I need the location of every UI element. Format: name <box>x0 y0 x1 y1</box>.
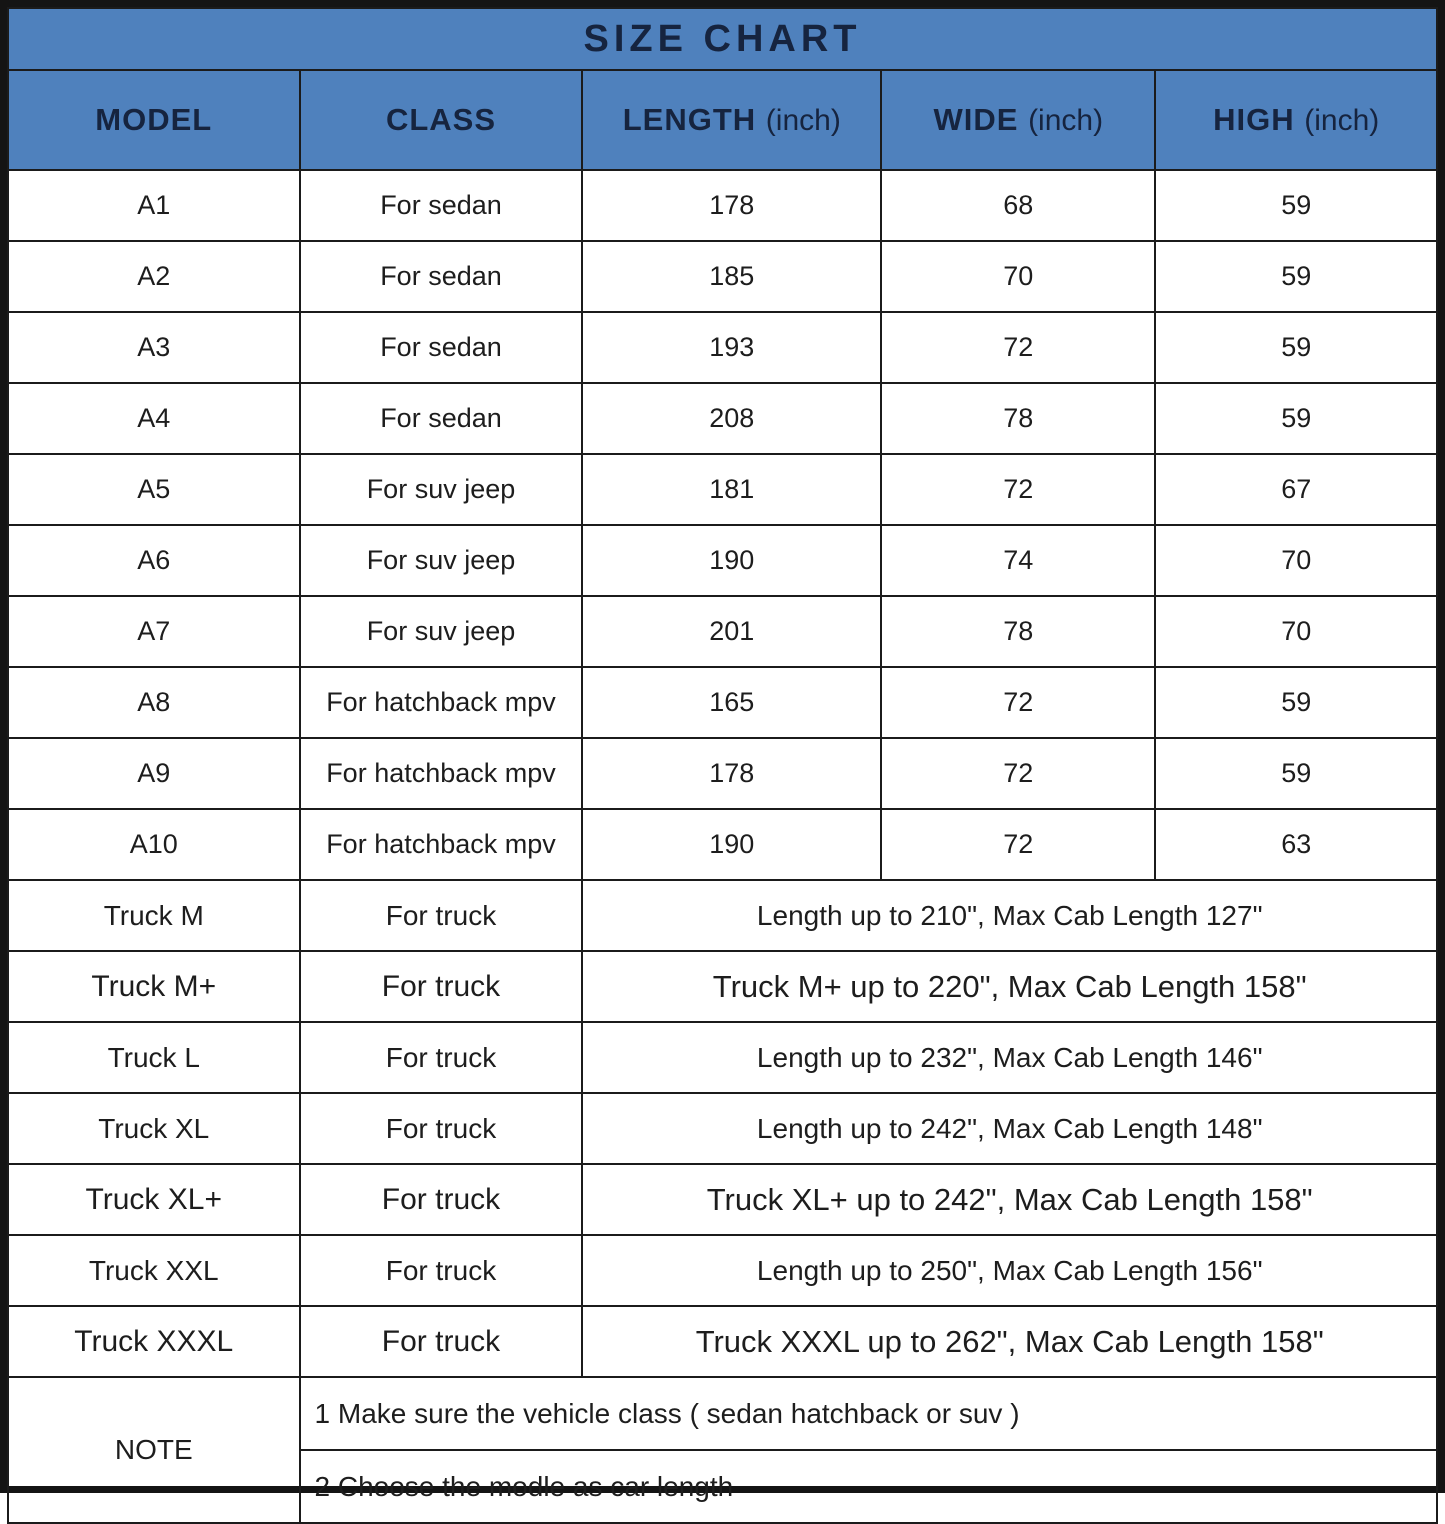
table-row <box>8 738 1437 809</box>
cell-model: Truck XXL <box>8 1235 300 1306</box>
table-row <box>8 170 1437 241</box>
column-header-label: MODEL <box>95 102 213 137</box>
column-header-unit: (inch) <box>1028 104 1104 137</box>
column-header-label: WIDE <box>933 102 1019 137</box>
cell-truck-description: Truck XXXL up to 262", Max Cab Length 158" <box>582 1306 1437 1377</box>
cell-class: For truck <box>300 880 583 951</box>
cell-model: A3 <box>8 312 300 383</box>
cell-wide: 74 <box>881 525 1155 596</box>
title-row <box>8 8 1437 70</box>
column-header-label: LENGTH <box>622 102 757 137</box>
cell-high: 59 <box>1155 738 1437 809</box>
column-header-length <box>582 70 881 170</box>
cell-truck-description: Length up to 242", Max Cab Length 148" <box>582 1093 1437 1164</box>
cell-high: 59 <box>1155 170 1437 241</box>
cell-length: 190 <box>582 809 881 880</box>
cell-length: 185 <box>582 241 881 312</box>
cell-class: For hatchback mpv <box>300 738 583 809</box>
table-row <box>8 241 1437 312</box>
column-header-class <box>300 70 583 170</box>
cell-truck-description: Length up to 210", Max Cab Length 127" <box>582 880 1437 951</box>
cell-class: For truck <box>300 951 583 1022</box>
cell-length: 190 <box>582 525 881 596</box>
cell-model: Truck M+ <box>8 951 300 1022</box>
cell-wide: 72 <box>881 454 1155 525</box>
table-row <box>8 667 1437 738</box>
column-header-wide <box>881 70 1155 170</box>
cell-model: A1 <box>8 170 300 241</box>
cell-high: 70 <box>1155 525 1437 596</box>
cell-wide: 78 <box>881 596 1155 667</box>
size-chart-table <box>7 7 1438 1524</box>
table-row <box>8 312 1437 383</box>
cell-model: A9 <box>8 738 300 809</box>
column-header-row <box>8 70 1437 170</box>
cell-class: For sedan <box>300 170 583 241</box>
cell-length: 181 <box>582 454 881 525</box>
note-line-2: 2 Choose the modle as car length <box>300 1450 1437 1523</box>
table-row <box>8 596 1437 667</box>
table-row <box>8 809 1437 880</box>
cell-high: 59 <box>1155 312 1437 383</box>
cell-high: 70 <box>1155 596 1437 667</box>
cell-high: 59 <box>1155 667 1437 738</box>
cell-high: 59 <box>1155 383 1437 454</box>
cell-model: A10 <box>8 809 300 880</box>
cell-class: For sedan <box>300 383 583 454</box>
cell-wide: 70 <box>881 241 1155 312</box>
cell-length: 208 <box>582 383 881 454</box>
cell-model: Truck L <box>8 1022 300 1093</box>
cell-length: 201 <box>582 596 881 667</box>
cell-model: Truck XL+ <box>8 1164 300 1235</box>
table-row <box>8 1235 1437 1306</box>
cell-class: For truck <box>300 1093 583 1164</box>
cell-model: A7 <box>8 596 300 667</box>
cell-class: For truck <box>300 1022 583 1093</box>
cell-model: A5 <box>8 454 300 525</box>
table-row <box>8 1306 1437 1377</box>
cell-class: For suv jeep <box>300 525 583 596</box>
note-line-1: 1 Make sure the vehicle class ( sedan hatchback or suv ) <box>300 1377 1437 1450</box>
cell-class: For truck <box>300 1164 583 1235</box>
cell-wide: 72 <box>881 738 1155 809</box>
table-row <box>8 1093 1437 1164</box>
cell-wide: 68 <box>881 170 1155 241</box>
cell-class: For sedan <box>300 312 583 383</box>
table-row <box>8 951 1437 1022</box>
cell-wide: 72 <box>881 667 1155 738</box>
cell-model: A2 <box>8 241 300 312</box>
table-row <box>8 454 1437 525</box>
cell-truck-description: Length up to 232", Max Cab Length 146" <box>582 1022 1437 1093</box>
table-row <box>8 383 1437 454</box>
cell-model: A8 <box>8 667 300 738</box>
column-header-unit: (inch) <box>1304 104 1380 137</box>
cell-wide: 72 <box>881 809 1155 880</box>
cell-truck-description: Truck XL+ up to 242", Max Cab Length 158" <box>582 1164 1437 1235</box>
cell-class: For hatchback mpv <box>300 667 583 738</box>
cell-model: A6 <box>8 525 300 596</box>
column-header-label: HIGH <box>1213 102 1295 137</box>
cell-wide: 72 <box>881 312 1155 383</box>
cell-class: For hatchback mpv <box>300 809 583 880</box>
table-row <box>8 880 1437 951</box>
cell-class: For suv jeep <box>300 596 583 667</box>
column-header-label: CLASS <box>385 102 497 137</box>
cell-class: For truck <box>300 1306 583 1377</box>
cell-model: Truck XXXL <box>8 1306 300 1377</box>
cell-truck-description: Truck M+ up to 220", Max Cab Length 158" <box>582 951 1437 1022</box>
cell-high: 63 <box>1155 809 1437 880</box>
cell-length: 178 <box>582 170 881 241</box>
cell-high: 67 <box>1155 454 1437 525</box>
note-label: NOTE <box>8 1377 300 1523</box>
cell-class: For sedan <box>300 241 583 312</box>
cell-length: 193 <box>582 312 881 383</box>
cell-length: 165 <box>582 667 881 738</box>
table-row <box>8 1164 1437 1235</box>
cell-model: Truck XL <box>8 1093 300 1164</box>
table-row <box>8 525 1437 596</box>
cell-high: 59 <box>1155 241 1437 312</box>
cell-model: A4 <box>8 383 300 454</box>
cell-length: 178 <box>582 738 881 809</box>
cell-model: Truck M <box>8 880 300 951</box>
note-row <box>8 1377 1437 1450</box>
cell-truck-description: Length up to 250", Max Cab Length 156" <box>582 1235 1437 1306</box>
cell-wide: 78 <box>881 383 1155 454</box>
column-header-unit: (inch) <box>765 104 841 137</box>
cell-class: For suv jeep <box>300 454 583 525</box>
page-title: SIZE CHART <box>8 8 1437 70</box>
column-header-high <box>1155 70 1437 170</box>
cell-class: For truck <box>300 1235 583 1306</box>
table-row <box>8 1022 1437 1093</box>
column-header-model <box>8 70 300 170</box>
